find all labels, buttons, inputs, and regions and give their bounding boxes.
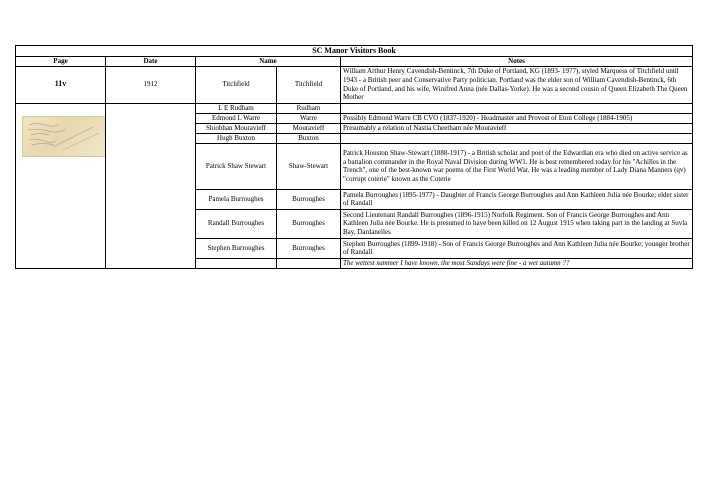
visitor-name: Stephen Burroughes	[196, 238, 277, 258]
col-header-date: Date	[106, 57, 196, 67]
visitor-surname: Buxton	[277, 133, 341, 143]
page-thumbnail-image	[22, 116, 106, 157]
visitor-notes: Presumably a relation of Nastia Cheetham née Mouravieff	[341, 123, 693, 133]
visitor-notes	[341, 103, 693, 113]
table-row	[16, 66, 693, 103]
visitor-surname: Shaw-Stewart	[277, 143, 341, 189]
visitor-name: Shiobhan Mouravieff	[196, 123, 277, 133]
entry-date: 1912	[106, 66, 196, 103]
page-thumbnail-cell	[16, 103, 106, 268]
footer-note: The wettest summer I have known, the most Sundays were fine - a wet autumn ??	[341, 258, 693, 268]
col-header-name: Name	[196, 57, 341, 67]
visitor-notes: Second Lieutenant Randall Burroughes (1896-1915) Norfolk Regiment. Son of Francis George Burroughes and Ann Kathleen Julia née Bourke. He is presumed to have been killed on 12 August 1915 when taking part in the landing at Suvla Bay, Dardanelles	[341, 209, 693, 238]
footer-surname-blank	[277, 258, 341, 268]
visitor-surname: Mouravieff	[277, 123, 341, 133]
visitor-surname: Burroughes	[277, 238, 341, 258]
visitor-name: Titchfield	[196, 66, 277, 103]
visitor-name: Pamela Burroughes	[196, 189, 277, 209]
visitors-book-sheet	[15, 45, 692, 269]
visitor-name: Hugh Buxton	[196, 133, 277, 143]
visitor-notes: Patrick Houston Shaw-Stewart (1888-1917) - a British scholar and poet of the Edwardian era who died on active service as a battalion commander in the Royal Naval Division during WW1. He is best remembered today for his "Achilles in the Trench", one of the best-known war poems of the First World War. He was a leading member of Lady Diana Manners (qv) "corrupt coterie" known as the Coterie	[341, 143, 693, 189]
footer-name-blank	[196, 258, 277, 268]
visitor-notes: Stephen Burroughes (1899-1918) - Son of Francis George Burroughes and Ann Kathleen Julia née Bourke; younger brother of Randall	[341, 238, 693, 258]
visitor-notes: Pamela Burroughes (1895-1977) - Daughter of Francis George Burroughes and Ann Kathleen Julia née Bourke; elder sister of Randall	[341, 189, 693, 209]
visitor-surname: Burroughes	[277, 209, 341, 238]
visitor-name: Edmond L Warre	[196, 113, 277, 123]
table-row	[16, 103, 693, 113]
visitor-notes: Possibly Edmond Warre CB CVO (1837-1920) - Headmaster and Provost of Eton College (1884-1905)	[341, 113, 693, 123]
visitor-notes	[341, 133, 693, 143]
visitor-notes: William Arthur Henry Cavendish-Bentinck, 7th Duke of Portland, KG (1893- 1977), styled Marquess of Titchfield until 1943 - a British peer and Conservative Party politician. Portland was the elder son of William Cavendish-Bentinck, 6th Duke of Portland, and his wife, Winifred Anna (née Dallas-Yorke). He was a second cousin of Queen Elizabeth The Queen Mother	[341, 66, 693, 103]
col-header-page: Page	[16, 57, 106, 67]
visitor-surname: Titchfield	[277, 66, 341, 103]
visitor-name: Randall Burroughes	[196, 209, 277, 238]
date-spacer	[106, 103, 196, 268]
visitor-name: L E Rudham	[196, 103, 277, 113]
visitor-surname: Burroughes	[277, 189, 341, 209]
col-header-notes: Notes	[341, 57, 693, 67]
title-row	[16, 46, 693, 57]
visitor-surname: Rudham	[277, 103, 341, 113]
visitor-surname: Warre	[277, 113, 341, 123]
visitors-table	[15, 45, 693, 269]
header-row	[16, 57, 693, 67]
visitor-name: Patrick Shaw Stewart	[196, 143, 277, 189]
book-title: SC Manor Visitors Book	[16, 46, 693, 57]
page-number: 11v	[16, 66, 106, 103]
